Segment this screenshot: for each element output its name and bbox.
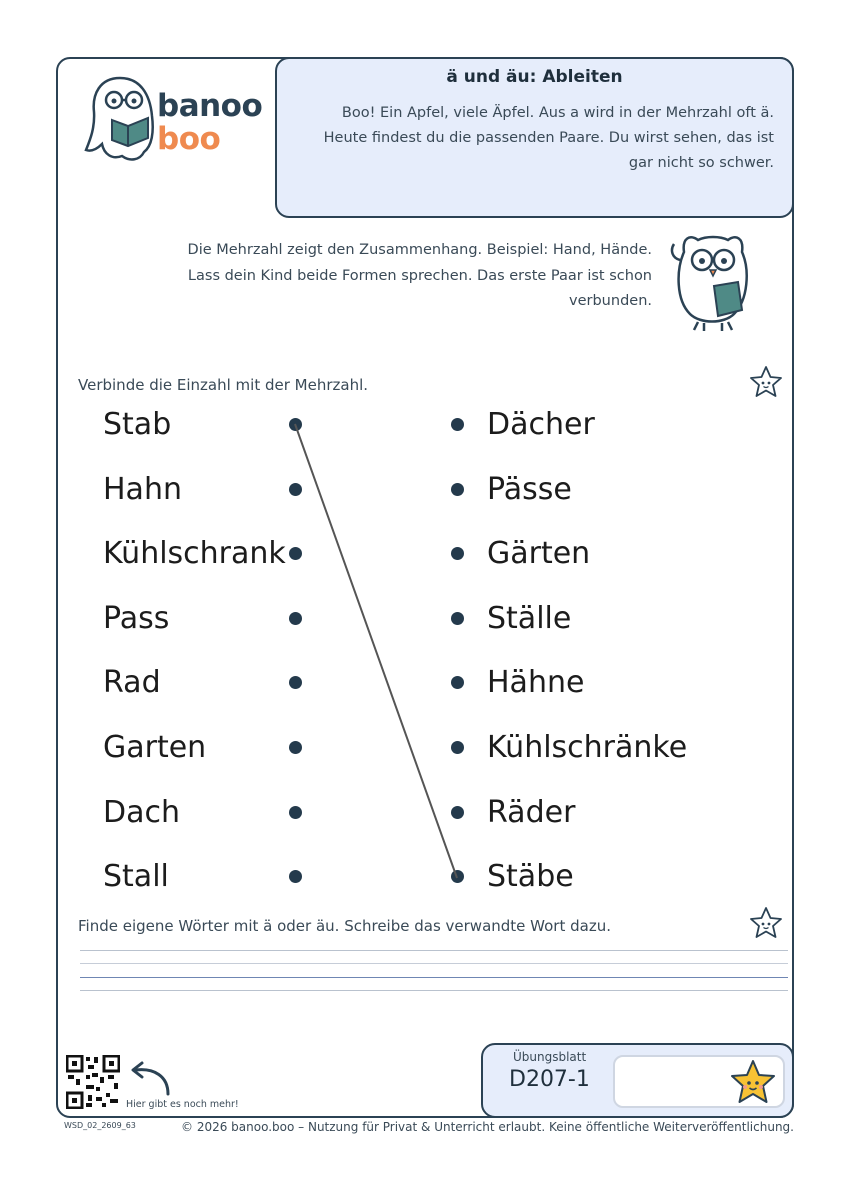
singular-word: Dach (103, 794, 180, 830)
star-icon (748, 905, 784, 941)
plural-word: Stäbe (487, 859, 574, 895)
singular-word: Kühlschrank (103, 536, 286, 572)
right-connect-dot[interactable] (451, 612, 464, 625)
singular-word: Pass (103, 600, 170, 636)
plural-word: Ställe (487, 600, 572, 636)
curved-arrow-icon (126, 1060, 174, 1096)
plural-word: Hähne (487, 665, 585, 701)
singular-word: Rad (103, 665, 161, 701)
stamp-field (613, 1055, 785, 1108)
qr-code[interactable] (66, 1055, 120, 1109)
plural-word: Dächer (487, 407, 595, 442)
writing-line-top[interactable] (80, 950, 788, 951)
right-connect-dot[interactable] (451, 741, 464, 754)
task1-instruction: Verbinde die Einzahl mit der Mehrzahl. (78, 376, 369, 394)
parent-note: Die Mehrzahl zeigt den Zusammenhang. Beispiel: Hand, Hände. Lass dein Kind beide Formen sprechen. Das erste Paar ist schon verbunden. (187, 242, 652, 309)
task2-instruction: Finde eigene Wörter mit ä oder äu. Schreibe das verwandte Wort dazu. (78, 917, 611, 935)
star-icon (748, 364, 784, 400)
brand-name-line2: boo (157, 121, 221, 157)
left-connect-dot[interactable] (289, 612, 302, 625)
worksheet-title: ä und äu: Ableiten (446, 67, 623, 87)
writing-line-base[interactable] (80, 977, 788, 978)
right-connect-dot[interactable] (451, 418, 464, 431)
copyright-notice: © 2026 banoo.boo – Nutzung für Privat & Unterricht erlaubt. Keine öffentliche Weiterveröffentlichung. (181, 1120, 794, 1134)
sheet-label: Übungsblatt (513, 1050, 587, 1064)
plural-word: Räder (487, 794, 576, 830)
owl-mascot-icon (664, 230, 760, 334)
reward-star-icon (729, 1059, 777, 1105)
left-connect-dot[interactable] (289, 483, 302, 496)
left-connect-dot[interactable] (289, 418, 302, 431)
singular-word: Hahn (103, 471, 182, 507)
plural-word: Gärten (487, 536, 591, 572)
intro-text: Boo! Ein Apfel, viele Äpfel. Aus a wird in der Mehrzahl oft ä. Heute findest du die passenden Paare. Du wirst sehen, das ist gar nicht so schwer. (323, 105, 774, 171)
sheet-info-panel (481, 1043, 794, 1118)
plural-word: Kühlschränke (487, 730, 688, 765)
title-panel (275, 57, 794, 218)
left-connect-dot[interactable] (289, 741, 302, 754)
singular-word: Stab (103, 407, 172, 442)
writing-line-bottom[interactable] (80, 990, 788, 991)
right-connect-dot[interactable] (451, 806, 464, 819)
singular-word: Garten (103, 730, 207, 765)
worksheet-code: WSD_02_2609_63 (64, 1121, 136, 1130)
plural-word: Pässe (487, 471, 572, 507)
sheet-code: D207-1 (509, 1067, 590, 1092)
brand-name-line1: banoo (157, 88, 263, 124)
more-hint: Hier gibt es noch mehr! (126, 1099, 239, 1110)
left-connect-dot[interactable] (289, 806, 302, 819)
right-connect-dot[interactable] (451, 483, 464, 496)
writing-line-mid[interactable] (80, 963, 788, 964)
singular-word: Stall (103, 859, 169, 895)
